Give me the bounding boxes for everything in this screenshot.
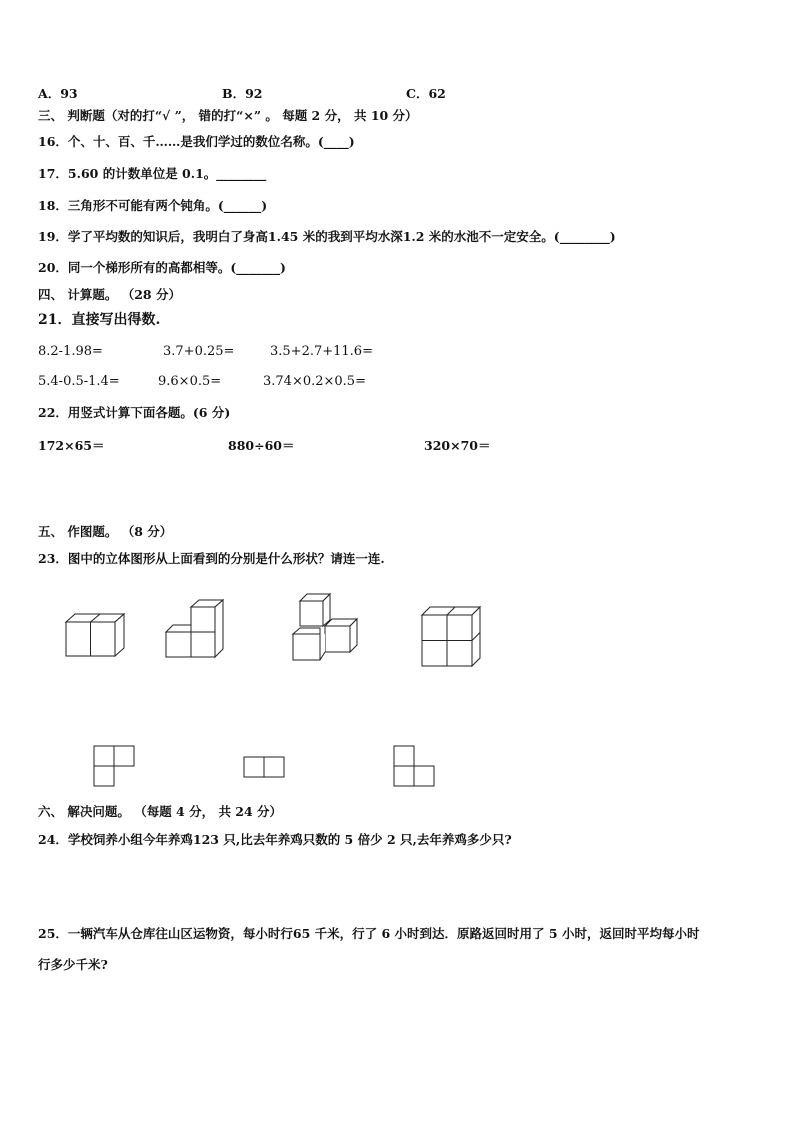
- question-24: 24．学校饲养小组今年养鸡123 只,比去年养鸡只数的 5 倍少 2 只,去年养鸡多少只?: [38, 832, 512, 847]
- vertical-calc-c: 320×70＝: [424, 438, 491, 453]
- question-22: 22．用竖式计算下面各题。(6 分): [38, 405, 231, 420]
- calc-row2-c: 3.74×0.2×0.5=: [263, 374, 366, 389]
- section4-header: 四、 计算题。 （28 分）: [38, 287, 181, 302]
- question-20: 20．同一个梯形所有的高都相等。(_______): [38, 260, 286, 275]
- fig3-cube-right: [325, 626, 350, 652]
- fig3-left-top: [293, 628, 320, 634]
- question-23: 23．图中的立体图形从上面看到的分别是什么形状？请连一连.: [38, 551, 385, 566]
- top-view-shape-3: [392, 744, 438, 788]
- calc-row1-a: 8.2-1.98=: [38, 344, 103, 359]
- calc-row1-c: 3.5+2.7+11.6=: [270, 344, 373, 359]
- question-19: 19．学了平均数的知识后，我明白了身高1.45 米的我到平均水深1.2 米的水池不一定安全。(________): [38, 229, 616, 244]
- option-b: B．92: [222, 86, 263, 101]
- fig1-cube-left: [66, 622, 91, 656]
- solid-figure-2: [163, 597, 233, 661]
- calc-row1-b: 3.7+0.25=: [163, 344, 235, 359]
- vertical-calc-a: 172×65＝: [38, 438, 105, 453]
- option-a: A．93: [38, 86, 78, 101]
- solid-figure-4: [418, 603, 486, 669]
- fig2-lower-top: [166, 625, 191, 632]
- question-25-line1: 25．一辆汽车从仓库往山区运物资，每小时行65 千米，行了 6 小时到达．原路返回时用了 5 小时，返回时平均每小时: [38, 926, 700, 941]
- question-18: 18．三角形不可能有两个钝角。(______): [38, 198, 268, 213]
- top-view-shape-2: [242, 755, 288, 779]
- solid-figure-3: [290, 592, 365, 664]
- option-c: C．62: [406, 86, 446, 101]
- question-21: 21．直接写出得数.: [38, 312, 161, 328]
- question-25-line2: 行多少千米?: [38, 957, 108, 972]
- fig1-cube-right: [91, 622, 116, 656]
- fig2-cube-left: [166, 632, 191, 657]
- fig2-side-face: [215, 600, 223, 657]
- fig2-cube-top: [191, 607, 215, 632]
- fig2-cube-right: [191, 632, 215, 657]
- solid-figure-1: [60, 608, 130, 660]
- section3-header: 三、 判断题（对的打“√ ”， 错的打“×” 。 每题 2 分， 共 10 分）: [38, 108, 418, 123]
- question-17: 17．5.60 的计数单位是 0.1。________: [38, 166, 267, 181]
- fig3-cube-top: [300, 601, 323, 626]
- vertical-calc-b: 880÷60＝: [228, 438, 295, 453]
- fig3-cube-left: [293, 634, 320, 660]
- section6-header: 六、 解决问题。 （每题 4 分， 共 24 分）: [38, 804, 283, 819]
- top-view-shape-1: [92, 744, 138, 788]
- calc-row2-b: 9.6×0.5=: [158, 374, 222, 389]
- question-16: 16．个、十、百、千……是我们学过的数位名称。(____): [38, 134, 355, 149]
- calc-row2-a: 5.4-0.5-1.4=: [38, 374, 120, 389]
- fig1-side-face: [115, 614, 124, 656]
- section5-header: 五、 作图题。 （8 分）: [38, 524, 173, 539]
